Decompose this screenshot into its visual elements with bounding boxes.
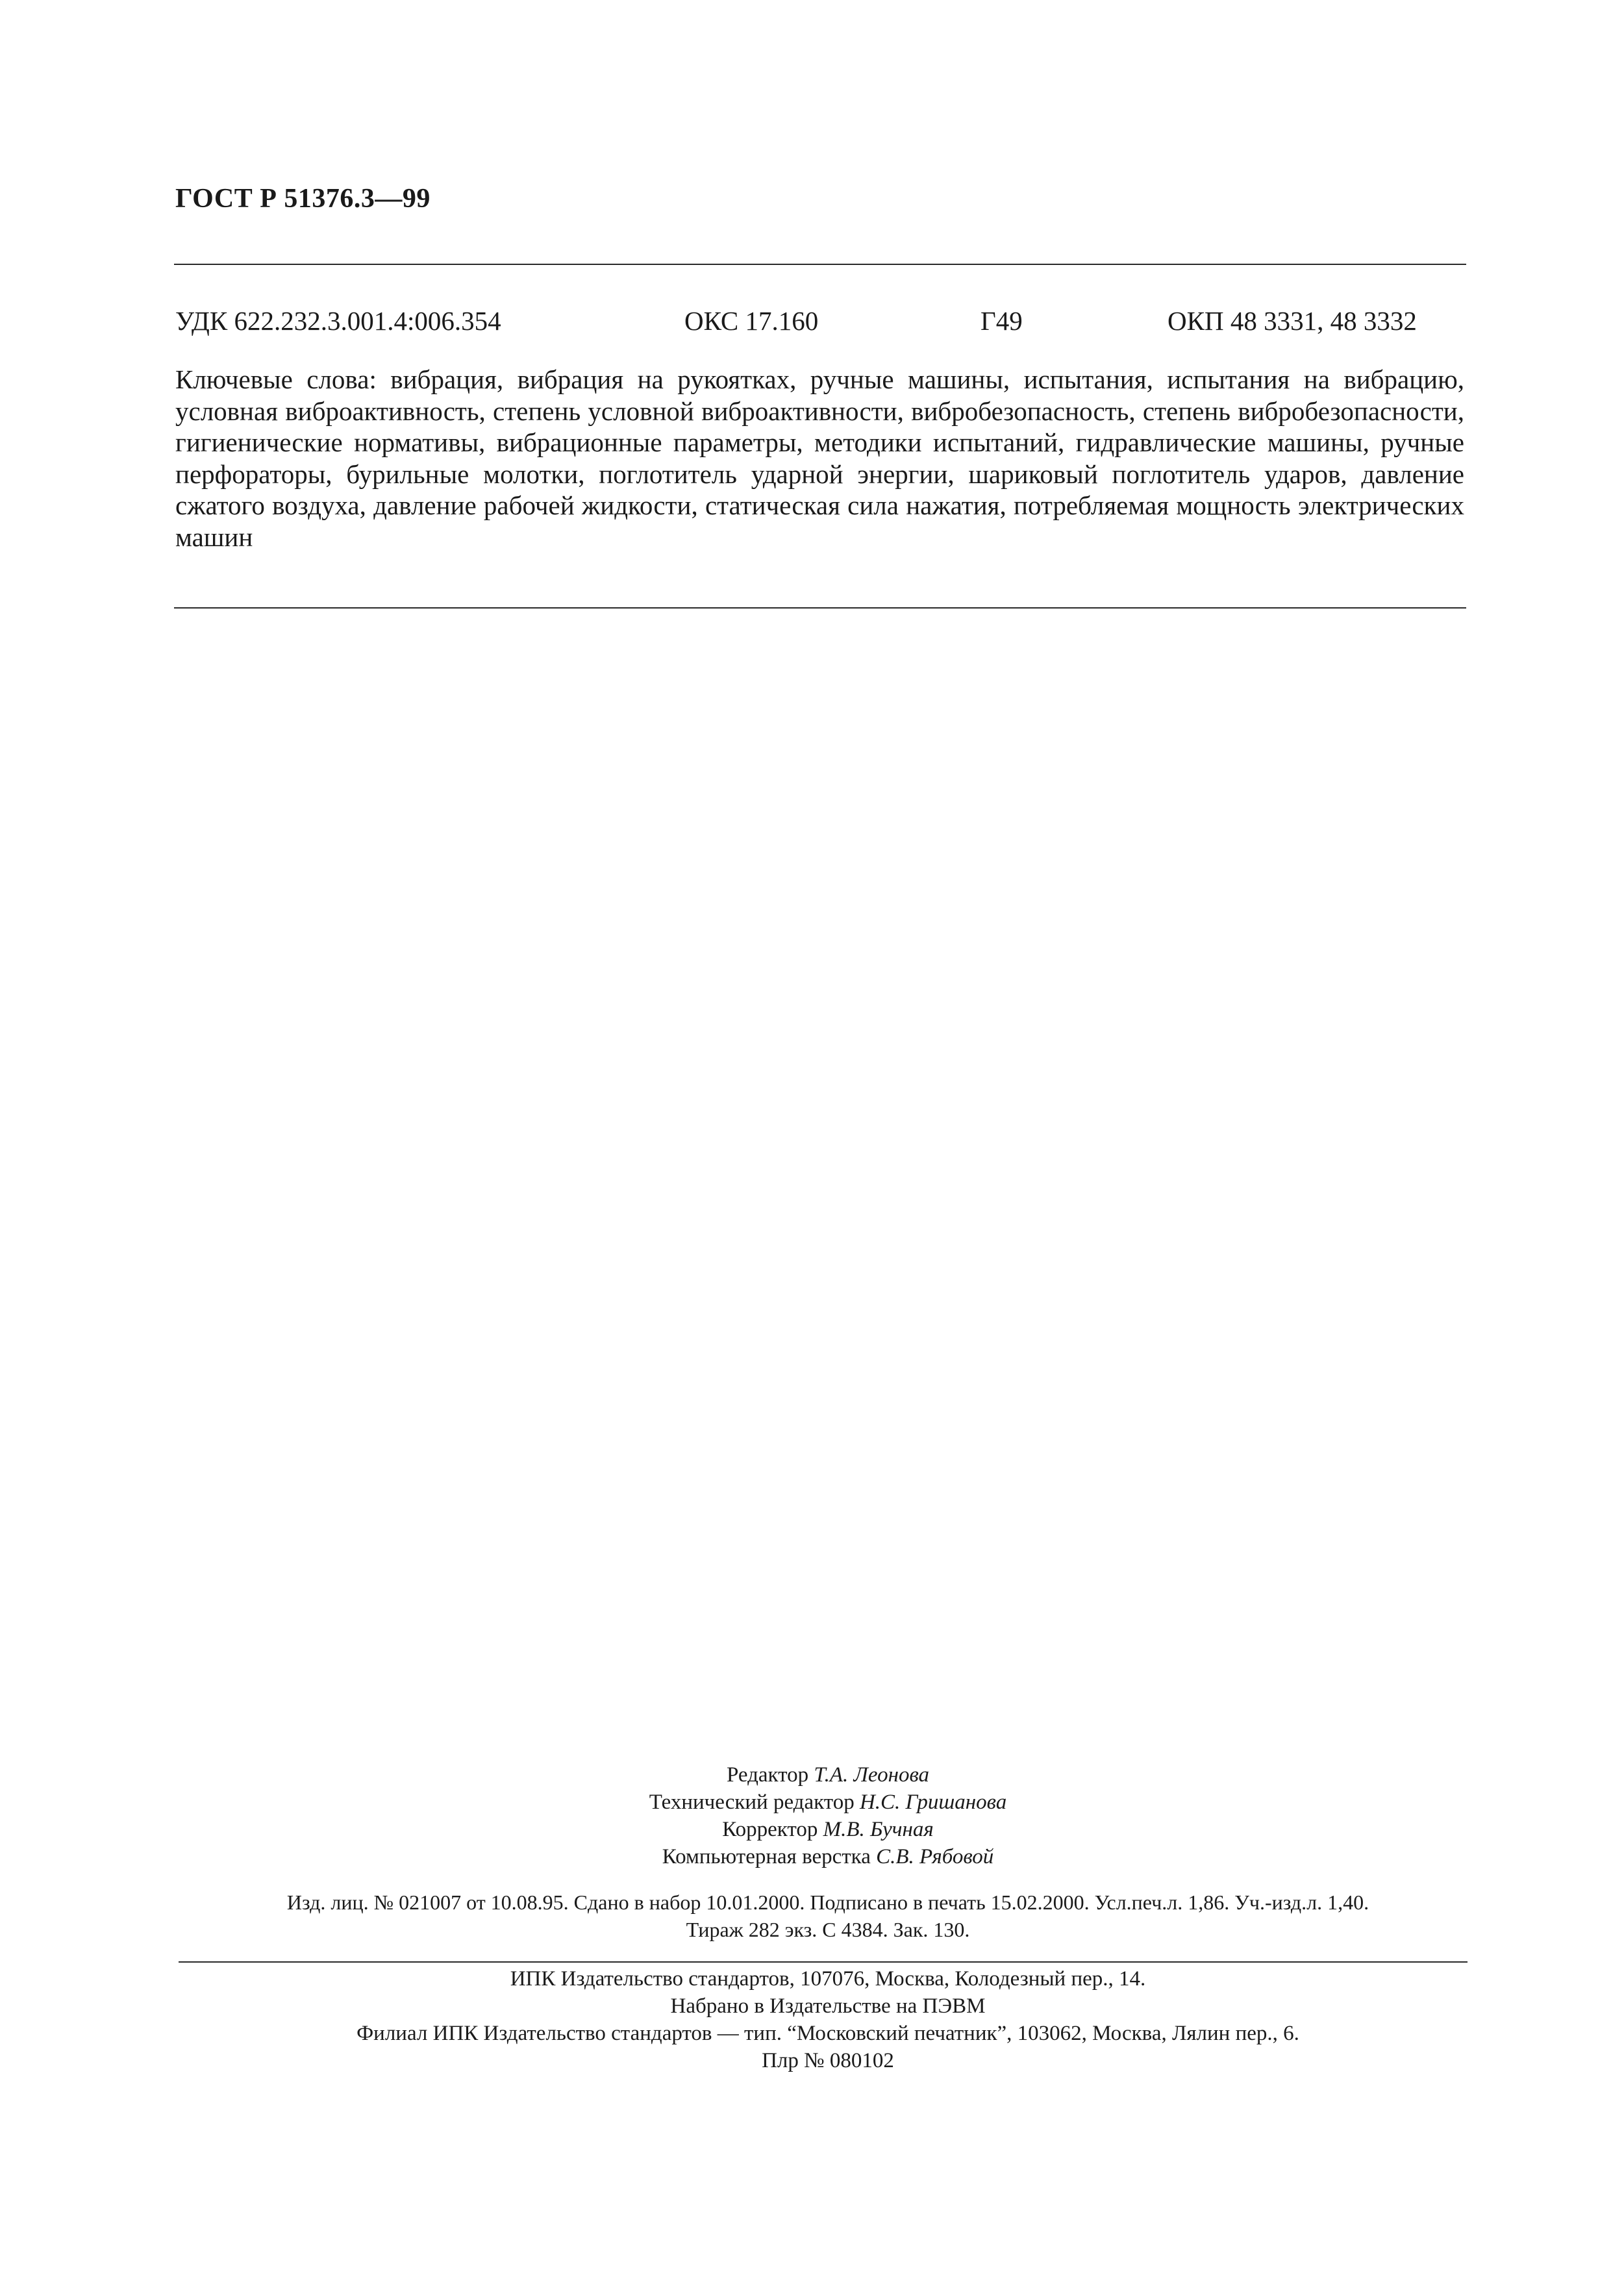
printing-line-1: ИПК Издательство стандартов, 107076, Москва, Колодезный пер., 14. <box>510 1967 1146 1991</box>
footer-divider <box>179 1961 1468 1963</box>
publication-line-1: Изд. лиц. № 021007 от 10.08.95. Сдано в набор 10.01.2000. Подписано в печать 15.02.2000. Усл.печ.л. 1,86. Уч.-изд.л. 1,40. <box>286 1891 1369 1914</box>
printing-line-2: Набрано в Издательстве на ПЭВМ <box>670 1994 986 2018</box>
printing-info <box>130 1965 1526 2074</box>
editor-label: Редактор <box>726 1763 809 1787</box>
layout-line <box>455 1843 1201 1870</box>
printing-line-3: Филиал ИПК Издательство стандартов — тип. “Московский печатник”, 103062, Москва, Лялин пер., 6. <box>356 2022 1299 2045</box>
keywords-divider <box>174 607 1466 609</box>
editor-name: Т.А. Леонова <box>814 1763 930 1787</box>
tech-editor-line <box>455 1789 1201 1816</box>
credits-block <box>455 1761 1201 1870</box>
oks-code: ОКС 17.160 <box>684 306 819 336</box>
top-divider <box>174 264 1466 265</box>
publication-info <box>130 1889 1526 1943</box>
tech-editor-name: Н.С. Гришанова <box>859 1791 1007 1814</box>
corrector-name: М.В. Бучная <box>823 1818 934 1841</box>
standard-code: ГОСТ Р 51376.3—99 <box>175 184 431 214</box>
okp-code: ОКП 48 3331, 48 3332 <box>1168 306 1417 336</box>
udk-code: УДК 622.232.3.001.4:006.354 <box>175 306 501 336</box>
editor-line <box>455 1761 1201 1789</box>
corrector-label: Корректор <box>722 1818 818 1841</box>
corrector-line <box>455 1816 1201 1843</box>
layout-label: Компьютерная верстка <box>662 1845 871 1868</box>
publication-line-2: Тираж 282 экз. С 4384. Зак. 130. <box>686 1918 970 1941</box>
layout-name: С.В. Рябовой <box>876 1845 994 1868</box>
group-code: Г49 <box>981 306 1023 336</box>
tech-editor-label: Технический редактор <box>649 1791 855 1814</box>
printing-line-4: Плр № 080102 <box>762 2049 894 2072</box>
keywords-paragraph: Ключевые слова: вибрация, вибрация на рукоятках, ручные машины, испытания, испытания на вибрацию, условная виброактивность, степень условной виброактивности, вибробезопасность, степень вибробезопасности, гигиенические нормативы, вибрационные параметры, методики испытаний, гидравлические машины, ручные перфораторы, бурильные молотки, поглотитель ударной энергии, шариковый поглотитель ударов, давление сжатого воздуха, давление рабочей жидкости, статическая сила нажатия, потребляемая мощность электрических машин <box>175 364 1464 552</box>
